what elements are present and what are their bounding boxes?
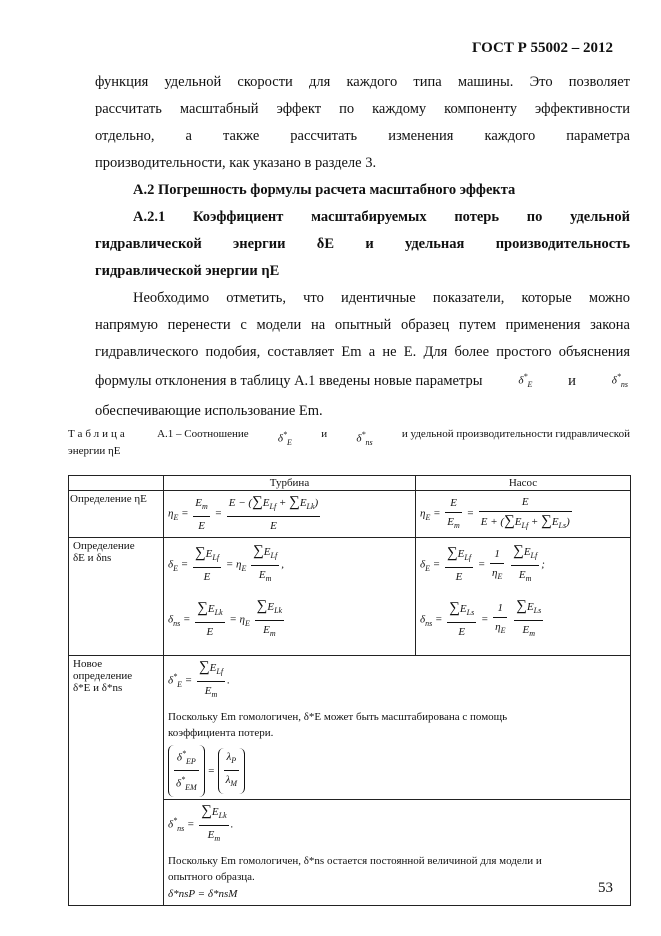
table-row-new-definition-e [69, 656, 631, 800]
pump-eta-formula: $\eta_E$ = $\frac{E}{E_m}$ = $\frac{E}{E + (\sum E_{Lf} + \sum E_{Ls})}$ [416, 491, 631, 538]
body-line-5: обеспечивающие использование Em. [95, 403, 323, 419]
row3-label [69, 656, 164, 905]
section-a21-line-2: гидравлической энергии δE и удельная производительность [95, 236, 630, 252]
turbine-delta-ns-formula: $\delta_{ns}$ = $\frac{\sum E_{Lk}}{E}$ = $\eta_E$ $\frac{\sum E_{Lk}}{E_m}$ [168, 597, 283, 638]
body-line-4-text: формулы отклонения в таблицу А.1 введены новые параметры [95, 373, 483, 389]
row1-label: Определение ηE [69, 491, 164, 538]
body-line-2: напрямую перенести с модели на опытный образец путем применения закона [95, 317, 630, 333]
new-text-line-4: опытного образца. [168, 870, 255, 883]
pump-delta-e-formula: $\delta_E$ = $\frac{\sum E_{Lf}}{E}$ = $\frac{1}{\eta_E}$ $\frac{\sum E_{Lf}}{E_m}$ ; [420, 543, 545, 584]
section-a2-title: А.2 Погрешность формулы расчета масштабного эффекта [133, 182, 516, 198]
row3-label-line-3: δ*E и δ*ns [73, 682, 123, 695]
row3-label-line-2: определение [73, 670, 133, 683]
header-pump: Насос [416, 476, 631, 491]
new-definition-e-cell [164, 656, 631, 800]
body-line-4-and: и [568, 373, 576, 389]
table-header-row [69, 476, 631, 491]
pump-delta-formulas [416, 538, 631, 656]
body-line-3: гидравлического подобия, составляет Em а не E. Для более простого объяснения [95, 344, 630, 360]
new-text-line-3: Поскольку Em гомологичен, δ*ns остается постоянной величиной для модели и [168, 854, 542, 867]
body-line-1: Необходимо отметить, что идентичные показатели, которые можно [133, 290, 630, 306]
table-caption-line-2: энергии ηE [68, 445, 121, 457]
body-line-4 [95, 367, 630, 395]
delta-e-star-symbol: $\delta^*_E$ [518, 372, 533, 389]
table-caption-text-a: А.1 – Соотношение [157, 428, 249, 440]
turbine-eta-formula: $\eta_E$ = $\frac{E_m}{E}$ = $\frac{E - (\sum E_{Lf} + \sum E_{Lk})}{E}$ [164, 491, 416, 538]
table-caption-text-c: и удельной производительности гидравлической [401, 428, 630, 440]
new-text-line-1: Поскольку Em гомологичен, δ*E может быть масштабирована с помощь [168, 710, 508, 723]
row2-label-line-2: δE и δns [73, 552, 112, 565]
caption-delta-ns-symbol: $\delta^*_{ns}$ [356, 430, 373, 447]
pump-delta-ns-formula: $\delta_{ns}$ = $\frac{\sum E_{Ls}}{E}$ = $\frac{1}{\eta_E}$ $\frac{\sum E_{Ls}}{E_m}$ [420, 597, 542, 638]
relationship-table [68, 475, 631, 906]
turbine-delta-formulas [164, 538, 416, 656]
table-caption-text-b: и [321, 428, 328, 440]
section-a21-line-1: А.2.1 Коэффициент масштабируемых потерь по удельной [133, 209, 630, 225]
new-delta-ns-formula: $\delta^*_{ns}$ = $\frac{\sum E_{Lk}}{E_m}$ . [168, 803, 234, 844]
section-a21-line-3: гидравлической энергии ηE [95, 263, 280, 279]
intro-line-2: рассчитать масштабный эффект по каждому компоненту эффективности [95, 101, 630, 117]
new-text-line-2: коэффициента потери. [168, 726, 274, 739]
row3-label-line-1: Новое [73, 658, 103, 671]
header-turbine: Турбина [164, 476, 416, 491]
caption-delta-e-symbol: $\delta^*_E$ [277, 430, 292, 447]
intro-line-4: производительности, как указано в разделе 3. [95, 155, 377, 171]
loss-ratio-formula: $\frac{\delta^*_{EP}}{\delta^*_{EM}}$ = $\frac{\lambda_P}{\lambda_M}$ [168, 745, 626, 798]
intro-line-3: отдельно, а также рассчитать изменения каждого параметра [95, 128, 630, 144]
table-row-eta-definition [69, 491, 631, 538]
new-formula-last: δ*nsP = δ*nsM [168, 887, 238, 900]
delta-ns-star-symbol: $\delta^*_{ns}$ [611, 372, 628, 389]
row2-label-line-1: Определение [73, 540, 135, 553]
document-header: ГОСТ Р 55002 – 2012 [471, 40, 613, 56]
intro-line-1: функция удельной скорости для каждого типа машины. Это позволяет [95, 74, 630, 90]
table-caption-label: Таблица [68, 428, 128, 440]
row2-label [69, 538, 164, 656]
page-number: 53 [598, 880, 613, 896]
table-row-delta-definition [69, 538, 631, 656]
turbine-delta-e-formula: $\delta_E$ = $\frac{\sum E_{Lf}}{E}$ = $\eta_E$ $\frac{\sum E_{Lf}}{E_m}$ , [168, 543, 284, 584]
new-delta-e-formula: $\delta^*_E$ = $\frac{\sum E_{Lf}}{E_m}$ . [168, 659, 230, 700]
header-empty-cell [69, 476, 164, 491]
